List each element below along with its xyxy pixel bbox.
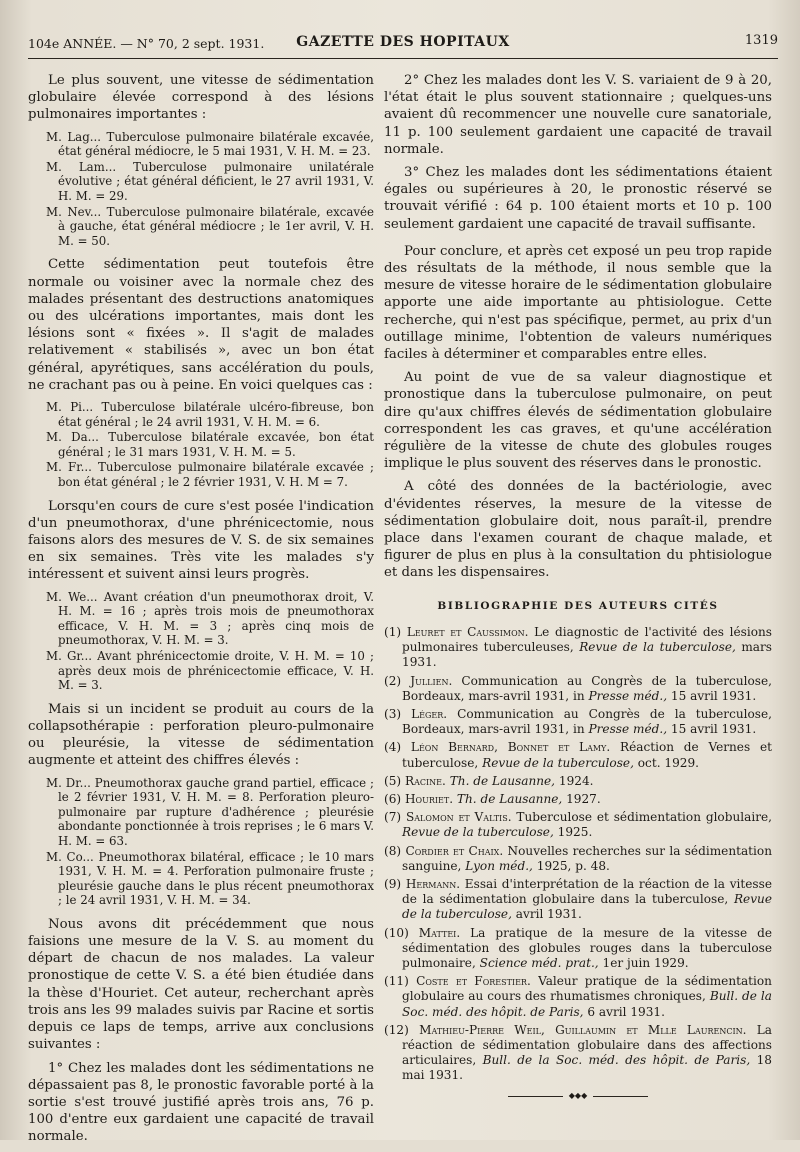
paragraph: 1° Chez les malades dont les sédimentations ne dépassaient pas 8, le pronostic favorable porté à la sortie s'est trouvé justifié après trois ans, 76 p. 100 d'entre eux gardaient une capacité de travail normale. [28,1060,374,1145]
left-column [28,72,374,1152]
bib-number: (11) [384,974,409,989]
bib-number: (10) [384,925,409,940]
page-header [28,30,778,56]
bib-date: oct. 1929. [637,755,700,770]
bib-source: Revue de la tuberculose, [579,640,736,655]
bib-source: Revue de la tuberculose, [402,892,772,922]
bib-authors: Jullien. [410,673,453,688]
bib-text: Réaction de Vernes et tuberculose, [402,740,772,770]
paragraph: Lorsqu'en cours de cure s'est posée l'indication d'un pneumothorax, d'une phrénicectomie, nous faisons alors des mesures de V. S. de six semaines en six semaines. Très vite les malades s'y intéressent et suivent ainsi leurs progrès. [28,498,374,583]
paragraph: Au point de vue de sa valeur diagnostique et pronostique dans la tuberculose pulmonaire, on peut dire qu'aux chiffres élevés de sédimentation globulaire correspondent les cas graves, et qu'une accélération régulière de la vitesse de chute des globules rouges implique le plus souvent des réserves dans le pronostic. [384,370,772,472]
bib-number: (2) [384,673,402,688]
bib-source: Th. de Lausanne, [456,791,563,806]
bibliography-list [384,625,772,1084]
bib-authors: Léger. [411,706,448,721]
paragraph: Pour conclure, et après cet exposé un peu trop rapide des résultats de la méthode, il nous semble que la mesure de vitesse horaire de le sédimentation globulaire apporte une aide importante au phtisiologue. Cette recherche, qui n'est pas spécifique, permet, au prix d'un outillage minime, l'obtention de valeurs numériques faciles à déterminer et comparables entre elles. [384,243,772,363]
right-column [384,72,772,1100]
bib-authors: Racine. [405,773,446,788]
bibliography-item [384,974,772,1020]
end-ornament: ◆◆◆ [508,1094,648,1100]
case-item: M. Nev... Tuberculose pulmonaire bilatérale, excavée à gauche, état général médiocre ; le 1er avril, V. H. M. = 50. [46,204,374,248]
bib-authors: Hermann. [405,876,461,891]
bib-number: (5) [384,773,402,788]
bib-date: 6 avril 1931. [587,1004,665,1019]
bib-number: (9) [384,876,402,891]
bib-text: Tuberculose et sédimentation globulaire, [516,810,772,825]
bib-text: Communication au Congrès de la tuberculose, Bordeaux, mars-avril 1931, in [402,673,772,703]
case-item: M. Dr... Pneumothorax gauche grand partiel, efficace ; le 2 février 1931, V. H. M. = 8. Perforation pleuro-pulmonaire par rupture d'adhérence ; pleurésie abondante ponctionnée à trois reprises ; le 6 mars V. H. M. = 63. [46,775,374,848]
bib-text: Valeur pratique de la sédimentation globulaire au cours des rhumatismes chroniques, [402,974,772,1004]
bib-text: La pratique de la mesure de la vitesse de sédimentation des globules rouges dans la tuberculose pulmonaire, [402,925,772,970]
header-rule [28,58,778,59]
issue-info: 104e ANNÉE. — N° 70, 2 sept. 1931. [28,36,265,51]
bib-authors: Mathieu-Pierre Weil, Guillaumin et Mlle Laurencin. [419,1022,747,1037]
paragraph: Mais si un incident se produit au cours de la collapsothérapie : perforation pleuro-pulmonaire ou pleurésie, la vitesse de sédimentation augmente et atteint des chiffres élevés : [28,701,374,769]
bibliography-item [384,1023,772,1084]
case-item: M. Gr... Avant phrénicectomie droite, V. H. M. = 10 ; après deux mois de phrénicectomie efficace, V. H. M. = 3. [46,648,374,693]
bibliography-item [384,810,772,840]
bibliography-item [384,707,772,737]
case-list [28,400,374,490]
paragraph: 3° Chez les malades dont les sédimentations étaient égales ou supérieures à 20, le pronostic réservé se trouvait vérifié : 64 p. 100 étaient morts et 10 p. 100 seulement gardaient une capacité de travail suffisante. [384,165,772,232]
bib-text: Nouvelles recherches sur la sédimentation sanguine, [402,843,772,873]
bib-source: Bull. de la Soc. méd. des hôpit. de Paris, [402,989,772,1019]
bib-source: Revue de la tuberculose, [402,825,554,840]
paragraph: Cette sédimentation peut toutefois être normale ou voisiner avec la normale chez des malades présentant des destructions anatomiques ou des ulcérations importantes, mais dont les lésions sont « fixées ». Il s'agit de malades relativement « stabilisés », avec un bon état général, apyrétiques, sans accélération du pouls, ne crachant pas ou à peine. En voici quelques cas : [28,257,374,393]
bib-date: 1925, p. 48. [536,858,610,873]
bibliography-item [384,877,772,923]
paragraph: Nous avons dit précédemment que nous faisions une mesure de la V. S. au moment du départ de chacun de nos malades. La valeur pronostique de cette V. S. a été bien étudiée dans la thèse d'Houriet. Cet auteur, recherchant après trois ans les 99 malades suivis par Racine et sortis depuis ce laps de temps, arrive aux conclusions suivantes : [28,916,374,1053]
bib-authors: Cordier et Chaix. [405,843,504,858]
bib-date: avril 1931. [515,907,582,922]
case-item: M. Da... Tuberculose bilatérale excavée, bon état général ; le 31 mars 1931, V. H. M. = 5. [46,430,374,459]
bibliography-title: BIBLIOGRAPHIE DES AUTEURS CITÉS [437,599,719,612]
bibliography-item [384,844,772,874]
paragraph: A côté des données de la bactériologie, avec d'évidentes réserves, la mesure de la vitesse de sédimentation globulaire doit, nous paraît-il, prendre place dans l'examen courant de chaque malade, et figurer de plus en plus à la consultation du phtisiologue et dans les dispensaires. [384,479,772,581]
bib-source: Presse méd., [588,722,668,737]
bibliography-item [384,674,772,704]
bibliography-item [384,792,772,807]
paragraph: 2° Chez les malades dont les V. S. variaient de 9 à 20, l'état était le plus souvent stationnaire ; quelques-uns avaient dû recommencer une nouvelle cure sanatoriale, 11 p. 100 seulement gardaient une capacité de travail normale. [384,73,772,157]
bib-source: Revue de la tuberculose, [482,755,634,770]
case-item: M. Lam... Tuberculose pulmonaire unilatérale évolutive ; état général déficient, le 27 avril 1931, V. H. M. = 29. [46,159,374,203]
bib-number: (7) [384,810,402,825]
bib-text: Le diagnostic de l'activité des lésions pulmonaires tuberculeuses, [402,624,772,655]
bib-text: Communication au Congrès de la tuberculose, Bordeaux, mars-avril 1931, in [402,706,772,737]
case-list [28,590,374,693]
bib-source: Lyon méd., [465,858,533,873]
bib-authors: Coste et Forestier. [416,974,531,989]
bib-number: (12) [384,1022,409,1037]
case-item: M. We... Avant création d'un pneumothorax droit, V. H. M. = 16 ; après trois mois de pneumothorax efficace, V. H. M. = 3 ; après cinq mois de pneumothorax, V. H. M. = 3. [46,589,374,648]
bib-date: 1924. [558,773,594,788]
case-list [28,130,374,249]
bib-number: (6) [384,791,402,806]
bib-source: Presse méd., [588,688,668,703]
case-list [28,776,374,908]
bib-number: (8) [384,843,402,858]
bib-date: 15 avril 1931. [670,688,757,703]
paragraph: Le plus souvent, une vitesse de sédimentation globulaire élevée correspond à des lésions pulmonaires importantes : [28,73,374,123]
case-item: M. Co... Pneumothorax bilatéral, efficace ; le 10 mars 1931, V. H. M. = 4. Perforation pulmonaire fruste ; pleurésie gauche dans le plus récent pneumothorax ; le 24 avril 1931, V. H. M. = 34. [46,849,374,908]
bib-date: 18 mai 1931. [402,1053,772,1083]
bib-authors: Houriet. [405,791,454,806]
bib-authors: Léon Bernard, Bonnet et Lamy. [410,740,611,755]
bib-date: mars 1931. [402,640,772,670]
bib-source: Th. de Lausanne, [449,773,556,788]
bib-number: (4) [384,740,402,755]
case-item: M. Pi... Tuberculose bilatérale ulcéro-fibreuse, bon état général ; le 24 avril 1931, V. H. M. = 6. [46,399,374,429]
bibliography-item [384,625,772,671]
bib-date: 1927. [566,791,601,806]
case-item: M. Fr... Tuberculose pulmonaire bilatérale excavée ; bon état général ; le 2 février 1931, V. H. M = 7. [46,460,374,489]
bibliography-item [384,740,772,770]
bib-date: 15 avril 1931. [670,722,757,737]
bib-source: Science méd. prat., [479,955,599,970]
bib-authors: Mattei. [418,925,461,940]
bib-authors: Leuret et Caussimon. [406,624,529,639]
bib-source: Bull. de la Soc. méd. des hôpit. de Paris, [482,1053,751,1068]
bib-text: La réaction de sédimentation globulaire dans des affections articulaires, [402,1022,772,1068]
journal-title: GAZETTE DES HOPITAUX [296,34,510,50]
bibliography-item [384,774,772,789]
bib-authors: Salomon et Valtis. [406,810,512,825]
bibliography-item [384,926,772,972]
bib-date: 1er juin 1929. [602,955,689,970]
case-item: M. Lag... Tuberculose pulmonaire bilatérale excavée, état général médiocre, le 5 mai 1931, V. H. M. = 23. [46,129,374,159]
bib-number: (1) [384,624,402,639]
page-number: 1319 [744,33,778,48]
bib-number: (3) [384,706,402,721]
bib-text: Essai d'interprétation de la réaction de la vitesse de la sédimentation globulaire dans la tuberculose, [402,876,772,907]
bib-date: 1925. [557,825,593,840]
